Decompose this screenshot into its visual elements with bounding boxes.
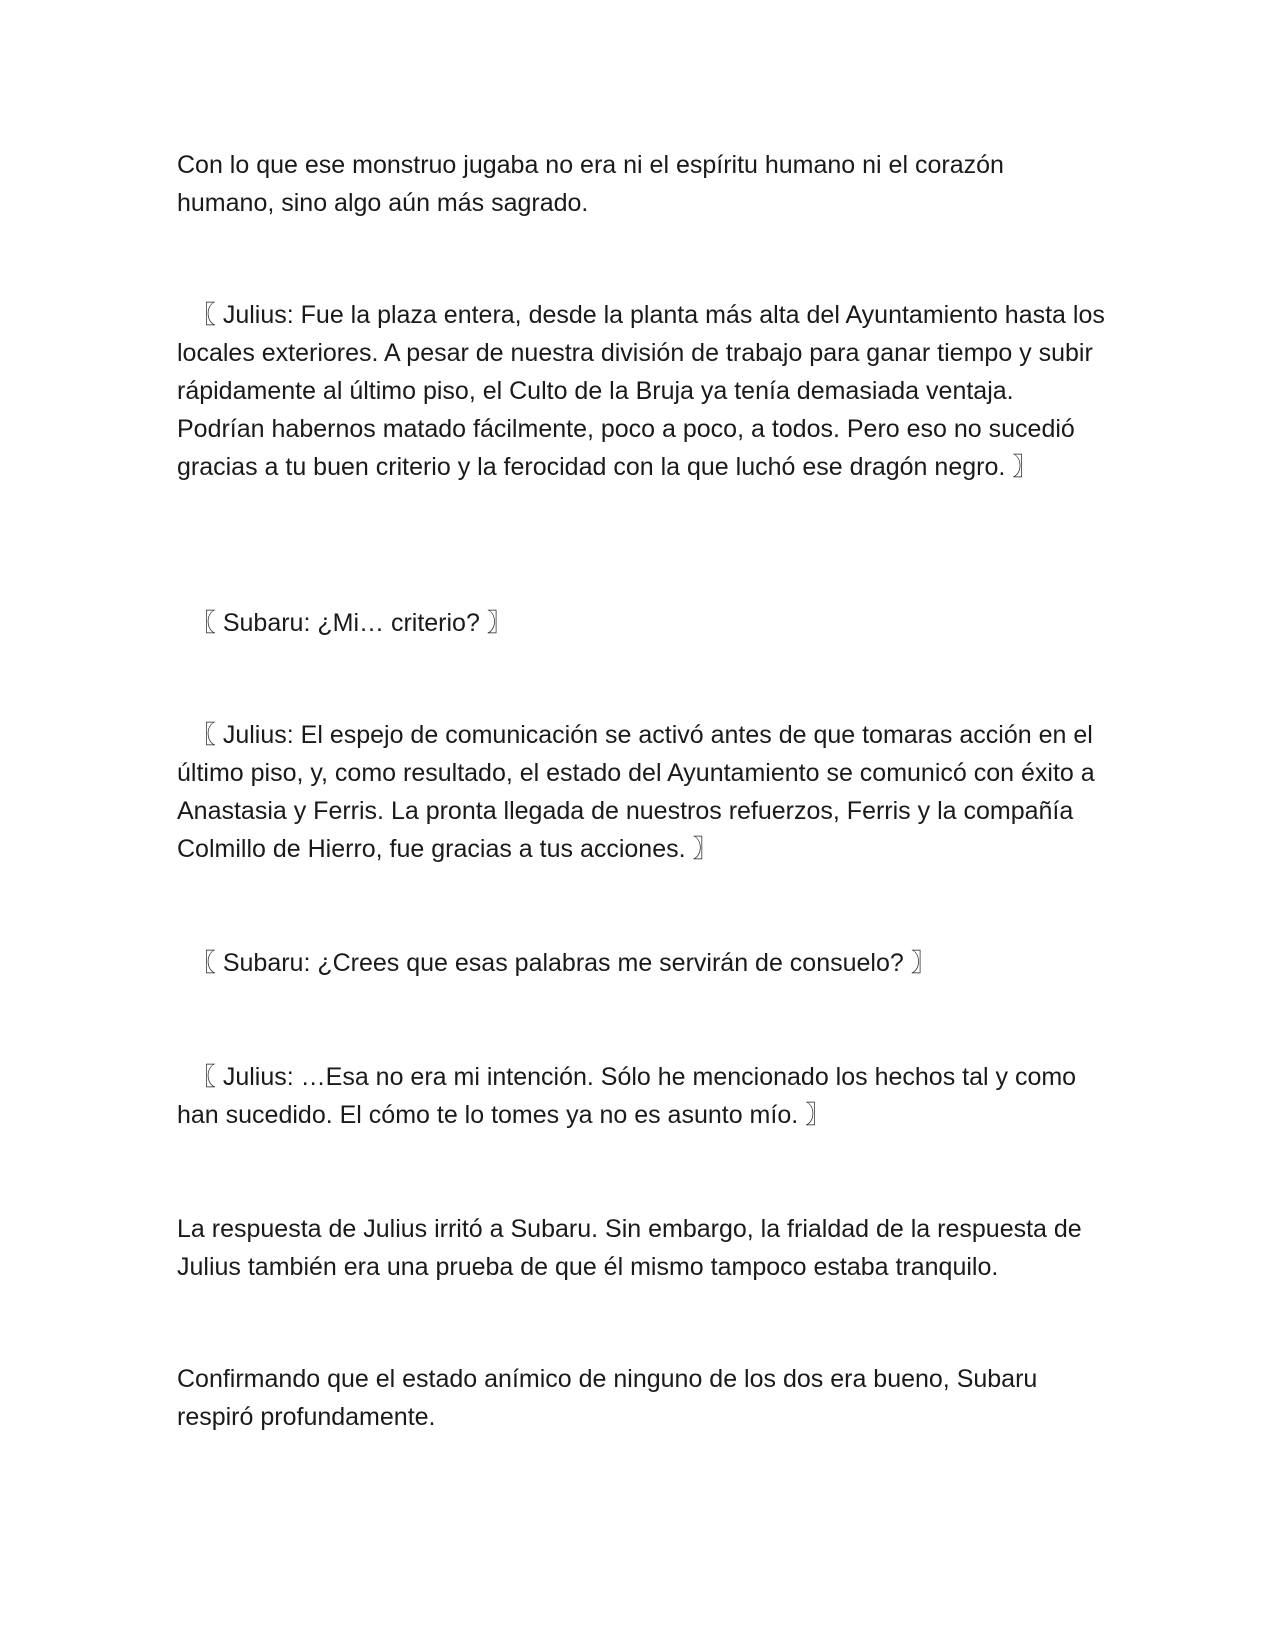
paragraph-julius-dialogue-2: 〖 Julius: El espejo de comunicación se activó antes de que tomaras acción en el último piso, y, como resultado, el estado del Ayuntamiento se comunicó con éxito a Anastasia y Ferris. La pronta llegada de nuestros refuerzos, Ferris y la compañía Colmillo de Hierro, fue gracias a tus acciones. 〗 bbox=[177, 721, 1095, 863]
paragraph-julius-dialogue-3: 〖 Julius: …Esa no era mi intención. Sólo he mencionado los hechos tal y como han sucedido. El cómo te lo tomes ya no es asunto mío. 〗 bbox=[177, 1063, 1077, 1129]
paragraph-narration-1: Con lo que ese monstruo jugaba no era ni el espíritu humano ni el corazón humano, sino algo aún más sagrado. bbox=[177, 151, 1004, 217]
paragraph-subaru-dialogue-2: 〖 Subaru: ¿Crees que esas palabras me servirán de consuelo? 〗 bbox=[177, 949, 936, 977]
paragraph-julius-dialogue-1: 〖 Julius: Fue la plaza entera, desde la planta más alta del Ayuntamiento hasta los locales exteriores. A pesar de nuestra división de trabajo para ganar tiempo y subir rápidamente al último piso, el Culto de la Bruja ya tenía demasiada ventaja. Podrían habernos matado fácilmente, poco a poco, a todos. Pero eso no sucedió gracias a tu buen criterio y la ferocidad con la que luchó ese dragón negro. 〗 bbox=[177, 301, 1105, 481]
paragraph-narration-2: La respuesta de Julius irritó a Subaru. Sin embargo, la frialdad de la respuesta de Julius también era una prueba de que él mismo tampoco estaba tranquilo. bbox=[177, 1215, 1082, 1281]
paragraph-subaru-dialogue-1: 〖 Subaru: ¿Mi… criterio? 〗 bbox=[177, 609, 512, 637]
paragraph-narration-3: Confirmando que el estado anímico de ninguno de los dos era bueno, Subaru respiró profundamente. bbox=[177, 1365, 1038, 1431]
